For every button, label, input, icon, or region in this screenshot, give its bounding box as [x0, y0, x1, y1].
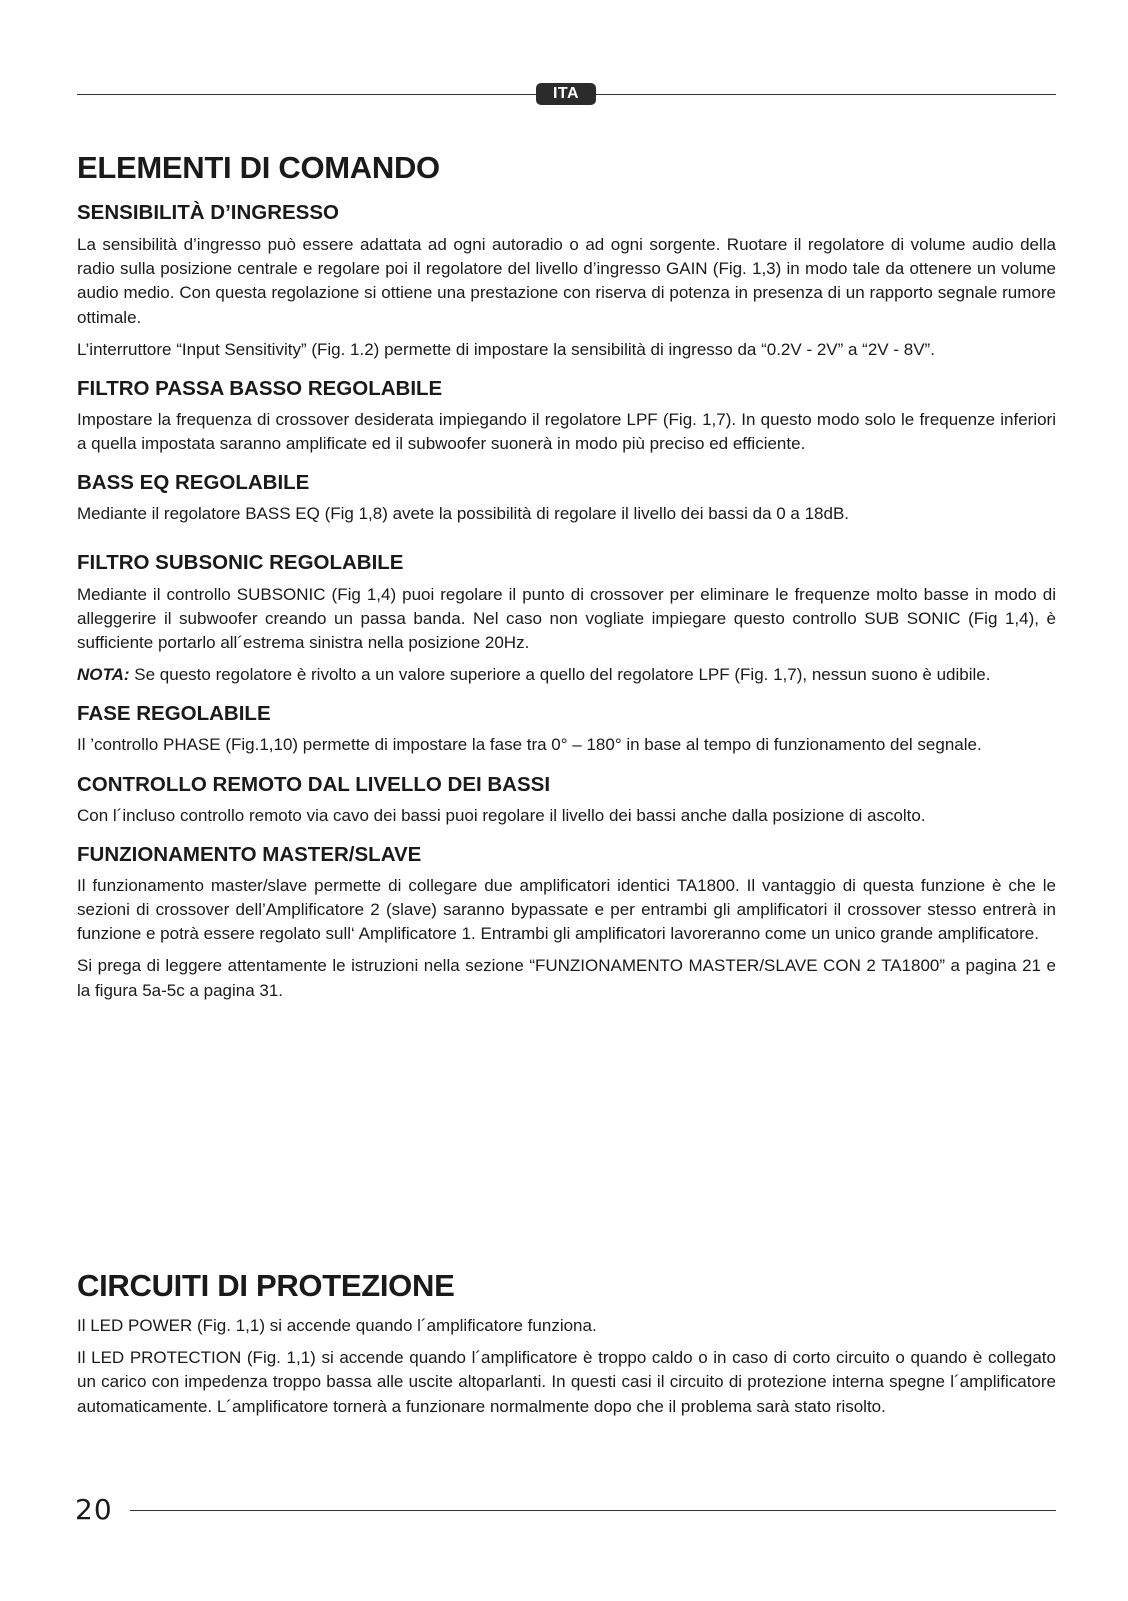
heading-filtro-passa-basso: FILTRO PASSA BASSO REGOLABILE — [77, 377, 443, 401]
paragraph: Il ’controllo PHASE (Fig.1,10) permette di impostare la fase tra 0° – 180° in base al tempo di funzionamento del segnale. — [77, 735, 982, 755]
footer-rule — [130, 1510, 1056, 1511]
paragraph: Mediante il controllo SUBSONIC (Fig 1,4) puoi regolare il punto di crossover per eliminare le frequenze molto basse in modo di alleggerire il subwoofer creando un passa banda. Nel caso non vogliate impiegare questo controllo SUB SONIC (Fig 1,4), è sufficiente portarlo all´estrema sinistra nella posizione 20Hz. — [77, 584, 1056, 653]
heading-fase: FASE REGOLABILE — [77, 702, 271, 726]
heading-filtro-subsonic: FILTRO SUBSONIC REGOLABILE — [77, 550, 404, 574]
heading-sensibilita: SENSIBILITÀ D’INGRESSO — [77, 201, 339, 224]
language-badge: ITA — [536, 83, 596, 105]
paragraph: Si prega di leggere attentamente le istruzioni nella sezione “FUNZIONAMENTO MASTER/SLAVE CON 2 TA1800” a pagina 21 e la figura 5a-5c a pagina 31. — [77, 956, 1056, 1000]
nota-paragraph — [77, 663, 1056, 687]
heading-bass-eq: BASS EQ REGOLABILE — [77, 471, 310, 495]
paragraph: Mediante il regolatore BASS EQ (Fig 1,8) avete la possibilità di regolare il livello dei bassi da 0 a 18dB. — [77, 504, 850, 524]
paragraph: Con l´incluso controllo remoto via cavo dei bassi puoi regolare il livello dei bassi anche dalla posizione di ascolto. — [77, 805, 926, 825]
protection-section — [77, 1268, 1056, 1419]
page-number: 20 — [75, 1493, 113, 1526]
section-title-protezione: CIRCUITI DI PROTEZIONE — [77, 1268, 455, 1303]
paragraph: Il LED POWER (Fig. 1,1) si accende quando l´amplificatore funziona. — [77, 1316, 597, 1335]
section-title-elementi: ELEMENTI DI COMANDO — [77, 150, 440, 185]
paragraph: La sensibilità d’ingresso può essere adattata ad ogni autoradio o ad ogni sorgente. Ruotare il regolatore di volume audio della radio sulla posizione centrale e regolare poi il regolatore del livello d’ingresso GAIN (Fig. 1,3) in modo tale da ottenere un volume audio medio. Con questa regolazione si ottiene una prestazione con riserva di potenza in presenza di un rapporto segnale rumore ottimale. — [77, 235, 1056, 327]
paragraph: Il LED PROTECTION (Fig. 1,1) si accende quando l´amplificatore è troppo caldo o in caso di corto circuito o quando è collegato un carico con impedenza troppo bassa alle uscite altoparlanti. In questi casi il circuito di protezione interna spegne l´amplificatore automaticamente. L´amplificatore tornerà a funzionare normalmente dopo che il problema sarà stato risolto. — [77, 1348, 1056, 1416]
heading-master-slave: FUNZIONAMENTO MASTER/SLAVE — [77, 842, 422, 866]
main-content — [77, 150, 1056, 1003]
nota-text: Se questo regolatore è rivolto a un valore superiore a quello del regolatore LPF (Fig. 1,7), nessun suono è udibile. — [129, 665, 991, 685]
paragraph: Il funzionamento master/slave permette di collegare due amplificatori identici TA1800. Il vantaggio di questa funzione è che le sezioni di crossover dell’Amplificatore 2 (slave) saranno bypassate e per entrambi gli amplificatori il crossover stesso entrerà in funzione e potrà essere regolato sull‘ Amplificatore 1. Entrambi gli amplificatori lavoreranno come un unico grande amplificatore. — [77, 875, 1056, 944]
heading-controllo-remoto: CONTROLLO REMOTO DAL LIVELLO DEI BASSI — [77, 772, 551, 796]
paragraph: Impostare la frequenza di crossover desiderata impiegando il regolatore LPF (Fig. 1,7). In questo modo solo le frequenze inferiori a quella impostata saranno amplificate ed il subwoofer suonerà in modo più preciso ed efficiente. — [77, 410, 1056, 454]
paragraph: L’interruttore “Input Sensitivity” (Fig. 1.2) permette di impostare la sensibilità di ingresso da “0.2V - 2V” a “2V - 8V”. — [77, 339, 935, 359]
nota-label: NOTA: — [77, 665, 130, 685]
